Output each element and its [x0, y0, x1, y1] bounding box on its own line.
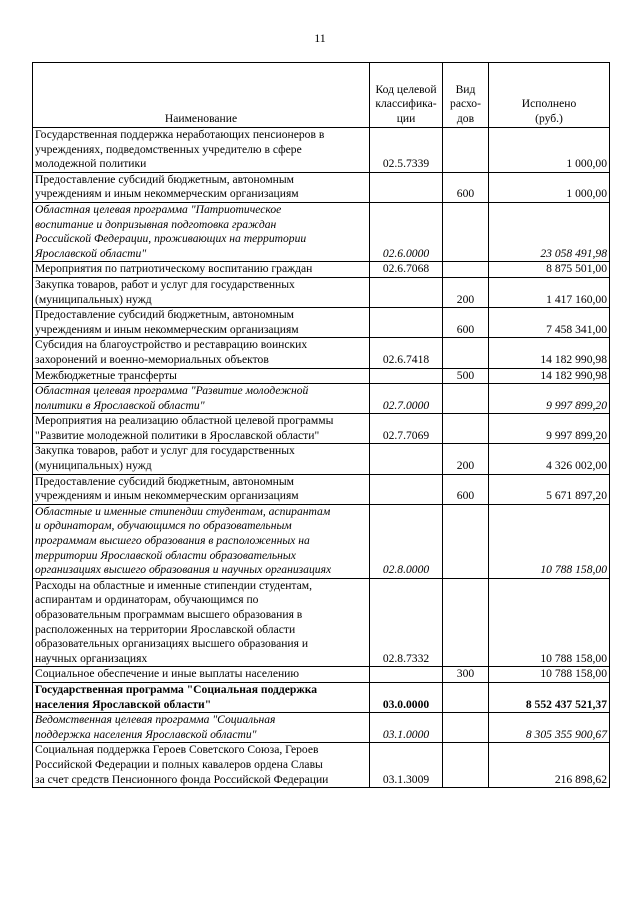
row-kind-cell: [443, 713, 489, 743]
row-name-cell: [33, 743, 370, 788]
row-name-cell: [33, 262, 370, 278]
row-sum-cell: 8 875 501,00: [489, 262, 610, 278]
row-kind-cell: [443, 262, 489, 278]
row-name-cell: [33, 368, 370, 384]
table-row: [33, 338, 610, 368]
row-code-cell: 02.6.7068: [370, 262, 443, 278]
row-name-line: Закупка товаров, работ и услуг для государственных: [35, 277, 295, 291]
row-kind-cell: [443, 202, 489, 261]
row-name-line: аспирантам и ординаторам, обучающимся по: [35, 593, 259, 607]
row-name-cell: [33, 202, 370, 261]
row-sum-cell: 1 000,00: [489, 128, 610, 173]
row-name-line: территории Ярославской области образовательных: [35, 548, 296, 562]
row-code-cell: [370, 667, 443, 683]
row-kind-cell: 200: [443, 444, 489, 474]
row-name-line: Субсидия на благоустройство и реставрацию воинских: [35, 338, 308, 352]
row-name-line: Российской Федерации, проживающих на территории: [35, 232, 307, 246]
table-row: [33, 743, 610, 788]
row-code-cell: 03.1.0000: [370, 713, 443, 743]
row-name-line: захоронений и военно-мемориальных объектов: [35, 352, 269, 366]
row-name-cell: [33, 172, 370, 202]
row-kind-cell: 200: [443, 277, 489, 307]
row-sum-cell: 7 458 341,00: [489, 308, 610, 338]
row-sum-cell: 9 997 899,20: [489, 384, 610, 414]
row-name-line: за счет средств Пенсионного фонда Российской Федерации: [35, 772, 329, 786]
row-code-cell: [370, 277, 443, 307]
table-row: [33, 682, 610, 712]
budget-execution-table: [32, 62, 610, 788]
table-row: [33, 202, 610, 261]
row-sum-cell: 23 058 491,98: [489, 202, 610, 261]
row-sum-cell: 10 788 158,00: [489, 578, 610, 667]
row-name-line: образовательным программам высшего образования в: [35, 608, 303, 621]
row-name-cell: [33, 338, 370, 368]
table-row: [33, 713, 610, 743]
header-sum-line: (руб.): [535, 112, 563, 126]
row-name-cell: [33, 444, 370, 474]
row-name-line: Закупка товаров, работ и услуг для государственных: [35, 444, 295, 458]
row-name-cell: [33, 384, 370, 414]
row-code-cell: 03.0.0000: [370, 682, 443, 712]
row-name-line: и ординаторам, обучающимся по образовательным: [35, 519, 292, 533]
row-code-cell: 02.6.7418: [370, 338, 443, 368]
table-row: [33, 308, 610, 338]
header-code-line: классифика-: [375, 97, 437, 111]
table-row: [33, 504, 610, 578]
row-name-cell: [33, 504, 370, 578]
row-name-cell: [33, 682, 370, 712]
row-code-cell: [370, 368, 443, 384]
table-row: [33, 128, 610, 173]
row-name-line: Областная целевая программа "Развитие молодежной: [35, 384, 309, 398]
row-name-line: учреждениям и иным некоммерческим организациям: [35, 187, 299, 201]
row-name-cell: [33, 474, 370, 504]
table-row: [33, 277, 610, 307]
row-sum-cell: 10 788 158,00: [489, 504, 610, 578]
row-name-line: Областная целевая программа "Патриотическое: [35, 202, 282, 216]
row-kind-cell: [443, 338, 489, 368]
row-name-cell: [33, 277, 370, 307]
row-sum-cell: 10 788 158,00: [489, 667, 610, 683]
table-row: [33, 368, 610, 384]
row-name-line: Социальная поддержка Героев Советского Союза, Героев: [35, 743, 319, 757]
row-name-cell: [33, 128, 370, 173]
header-sum-line: Исполнено: [521, 97, 577, 111]
row-kind-cell: 600: [443, 308, 489, 338]
header-code-line: Код целевой: [375, 82, 437, 96]
row-name-line: Социальное обеспечение и иные выплаты населению: [35, 667, 300, 681]
table-row: [33, 262, 610, 278]
row-name-line: (муниципальных) нужд: [35, 292, 152, 306]
table-row: [33, 474, 610, 504]
row-name-line: организациях высшего образования и научных организациях: [35, 563, 332, 577]
table-row: [33, 172, 610, 202]
header-kind: [443, 63, 489, 128]
row-code-cell: 02.8.0000: [370, 504, 443, 578]
row-code-cell: [370, 444, 443, 474]
table-body: [33, 128, 610, 788]
row-kind-cell: 300: [443, 667, 489, 683]
row-name-line: воспитание и допризывная подготовка граждан: [35, 217, 277, 231]
row-name-line: Предоставление субсидий бюджетным, автономным: [35, 172, 295, 186]
row-name-line: образовательных организациях высшего образования и: [35, 637, 309, 651]
table-row: [33, 414, 610, 444]
header-code-line: ции: [396, 112, 416, 126]
row-kind-cell: 500: [443, 368, 489, 384]
table-row: [33, 444, 610, 474]
row-sum-cell: 8 552 437 521,37: [489, 682, 610, 712]
row-name-line: расположенных на территории Ярославской области: [35, 622, 296, 636]
row-code-cell: 02.7.7069: [370, 414, 443, 444]
row-sum-cell: 14 182 990,98: [489, 368, 610, 384]
header-name: Наименование: [33, 63, 370, 128]
row-sum-cell: 4 326 002,00: [489, 444, 610, 474]
row-kind-cell: [443, 414, 489, 444]
row-name-line: Мероприятия на реализацию областной целевой программы: [35, 414, 334, 428]
row-code-cell: [370, 172, 443, 202]
row-sum-cell: 216 898,62: [489, 743, 610, 788]
row-name-line: учреждениям и иным некоммерческим организациям: [35, 322, 299, 336]
row-name-line: Государственная программа "Социальная поддержка: [35, 682, 318, 696]
header-code: [370, 63, 443, 128]
row-name-line: Мероприятия по патриотическому воспитанию граждан: [35, 262, 313, 276]
row-name-cell: [33, 578, 370, 667]
header-sum: [489, 63, 610, 128]
row-code-cell: 03.1.3009: [370, 743, 443, 788]
row-name-line: Межбюджетные трансферты: [35, 368, 177, 382]
header-kind-line: расхо-: [450, 97, 481, 111]
row-name-line: Российской Федерации и полных кавалеров ордена Славы: [35, 757, 323, 771]
table-row: [33, 667, 610, 683]
row-code-cell: 02.6.0000: [370, 202, 443, 261]
row-sum-cell: 9 997 899,20: [489, 414, 610, 444]
row-name-line: Государственная поддержка неработающих пенсионеров в: [35, 128, 325, 141]
header-kind-line: Вид: [455, 82, 476, 96]
row-name-cell: [33, 667, 370, 683]
row-kind-cell: 600: [443, 172, 489, 202]
row-name-line: политики в Ярославской области": [35, 398, 205, 412]
row-name-cell: [33, 308, 370, 338]
row-kind-cell: [443, 578, 489, 667]
row-name-line: (муниципальных) нужд: [35, 459, 152, 473]
row-kind-cell: [443, 682, 489, 712]
row-name-line: Ведомственная целевая программа "Социальная: [35, 713, 276, 727]
row-sum-cell: 14 182 990,98: [489, 338, 610, 368]
page-number: 11: [314, 31, 326, 45]
row-code-cell: [370, 308, 443, 338]
table-row: [33, 578, 610, 667]
row-name-line: научных организациях: [35, 651, 148, 665]
row-sum-cell: 1 417 160,00: [489, 277, 610, 307]
row-code-cell: 02.7.0000: [370, 384, 443, 414]
table-row: [33, 384, 610, 414]
row-name-line: населения Ярославской области": [35, 697, 212, 711]
row-code-cell: 02.8.7332: [370, 578, 443, 667]
row-sum-cell: 1 000,00: [489, 172, 610, 202]
row-name-line: Предоставление субсидий бюджетным, автономным: [35, 474, 295, 488]
row-name-line: учреждениях, подведомственных учредителю в сфере: [35, 142, 302, 156]
row-name-line: программам высшего образования в расположенных на: [35, 534, 310, 548]
row-name-line: Областные и именные стипендии студентам, аспирантам: [35, 504, 331, 518]
row-kind-cell: 600: [443, 474, 489, 504]
row-name-line: учреждениям и иным некоммерческим организациям: [35, 489, 299, 503]
row-name-cell: [33, 414, 370, 444]
row-kind-cell: [443, 504, 489, 578]
row-code-cell: 02.5.7339: [370, 128, 443, 173]
row-sum-cell: 8 305 355 900,67: [489, 713, 610, 743]
row-name-line: молодежной политики: [35, 157, 147, 171]
row-kind-cell: [443, 384, 489, 414]
row-kind-cell: [443, 128, 489, 173]
row-name-cell: [33, 713, 370, 743]
row-name-line: поддержка населения Ярославской области": [35, 727, 257, 741]
row-sum-cell: 5 671 897,20: [489, 474, 610, 504]
row-name-line: Ярославской области": [35, 246, 147, 260]
row-name-line: Предоставление субсидий бюджетным, автономным: [35, 308, 295, 322]
table-header-row: [33, 63, 610, 128]
row-code-cell: [370, 474, 443, 504]
row-name-line: "Развитие молодежной политики в Ярославской области": [35, 428, 320, 442]
row-name-line: Расходы на областные и именные стипендии студентам,: [35, 578, 313, 592]
row-kind-cell: [443, 743, 489, 788]
header-kind-line: дов: [456, 112, 475, 126]
